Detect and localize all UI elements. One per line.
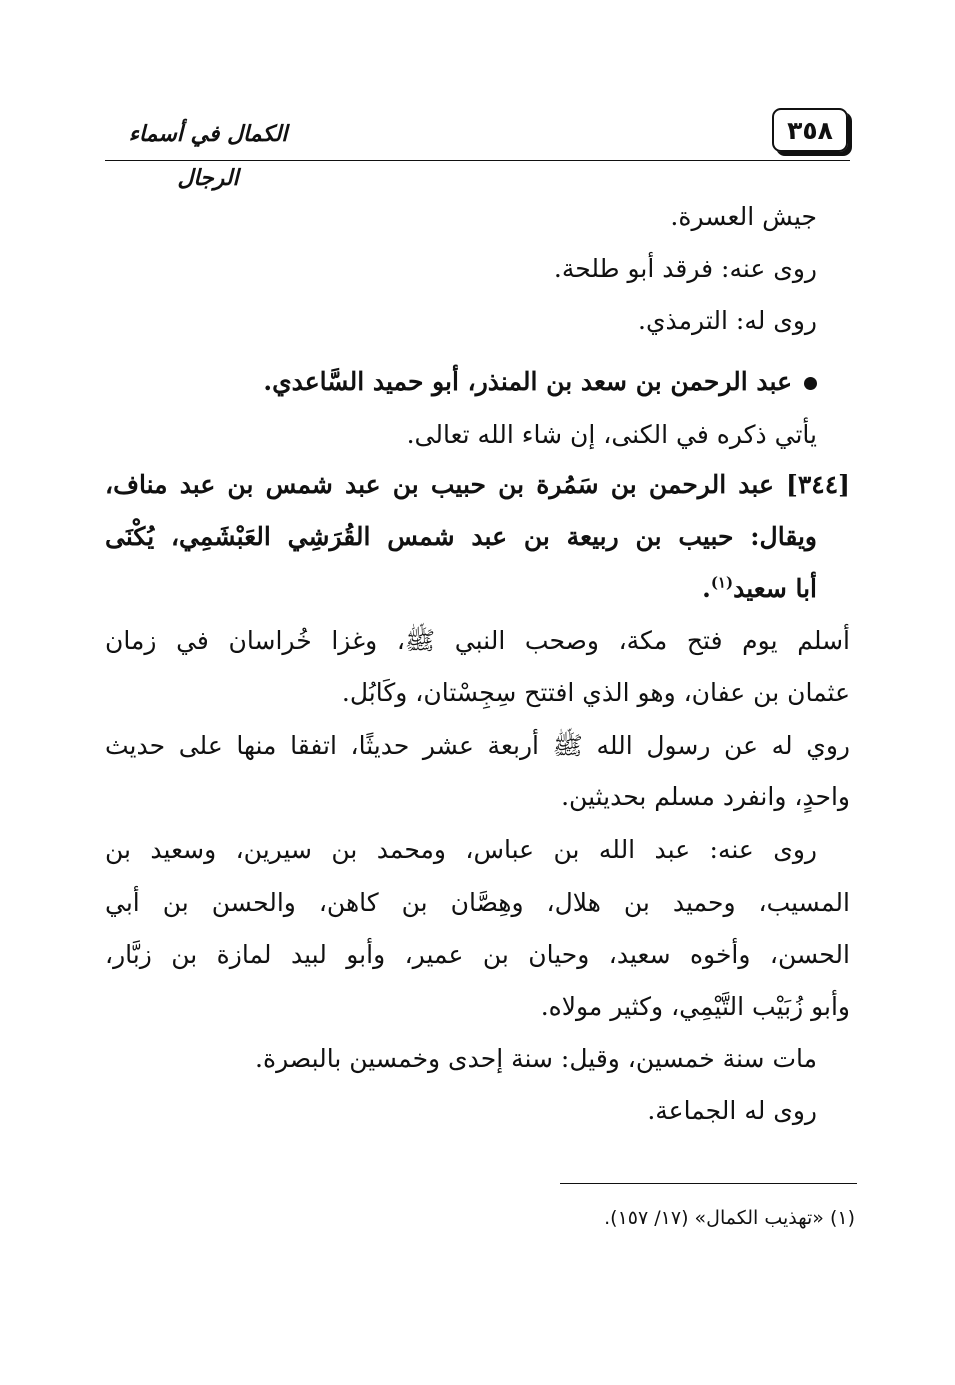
text-line: واحدٍ، وانفرد مسلم بحديثين. bbox=[561, 782, 850, 811]
text-line: روى عنه: عبد الله بن عباس، ومحمد بن سيرين، وسعيد بن bbox=[105, 835, 817, 864]
text-line: جيش العسرة. bbox=[670, 202, 817, 231]
running-title-calligraphy: الكمال في أسماء الرجال bbox=[128, 121, 288, 191]
page-number: ٣٥٨ bbox=[772, 108, 848, 152]
bullet-icon bbox=[804, 377, 817, 390]
entry-heading-text: . bbox=[702, 574, 711, 603]
text-line: روي له عن رسول الله ﷺ أربعة عشر حديثًا، اتفقا منها على حديث bbox=[105, 731, 850, 760]
text-line: عثمان بن عفان، وهو الذي افتتح سِجِسْتان، وكَابُل. bbox=[341, 678, 850, 707]
entry-heading-text: أبا سعيد bbox=[733, 574, 817, 603]
text-line: روى له: الترمذي. bbox=[638, 306, 817, 335]
text-line: روى عنه: فرقد أبو طلحة. bbox=[553, 254, 817, 283]
entry-heading bbox=[263, 365, 817, 399]
text-line: مات سنة خمسين، وقيل: سنة إحدى وخمسين بالبصرة. bbox=[255, 1044, 817, 1073]
footnote-rule bbox=[560, 1183, 857, 1184]
text-line: يأتي ذكره في الكنى، إن شاء الله تعالى. bbox=[406, 420, 817, 449]
entry-heading-text: عبد الرحمن بن سعد بن المنذر، أبو حميد السَّاعدي. bbox=[263, 367, 792, 396]
entry-heading bbox=[702, 572, 817, 606]
text-line: روى له الجماعة. bbox=[647, 1096, 817, 1125]
header-rule bbox=[105, 160, 850, 161]
footnote-marker: (١) bbox=[710, 573, 734, 592]
text-line: الحسن، وأخوه سعيد، وحيان بن عمير، وأبو لبيد لمازة بن زبَّار، bbox=[105, 940, 850, 969]
entry-heading: ويقال: حبيب بن ربيعة بن عبد شمس القُرَشِي العَبْشَمِي، يُكْنَى bbox=[105, 522, 817, 551]
text-line: أسلم يوم فتح مكة، وصحب النبي ﷺ، وغزا خُراسان في زمان bbox=[105, 626, 850, 655]
text-line: المسيب، وحميد بن هلال، وهِصَّان بن كاهن، والحسن بن أبي bbox=[105, 888, 850, 917]
footnote: (١) «تهذيب الكمال» (١٧/ ١٥٧). bbox=[604, 1207, 855, 1229]
entry-heading: [٣٤٤] عبد الرحمن بن سَمُرة بن حبيب بن عبد شمس بن عبد مناف، bbox=[105, 470, 850, 499]
text-line: وأبو زُبَيْب التَّيْمِي، وكثير مولاه. bbox=[540, 992, 850, 1021]
